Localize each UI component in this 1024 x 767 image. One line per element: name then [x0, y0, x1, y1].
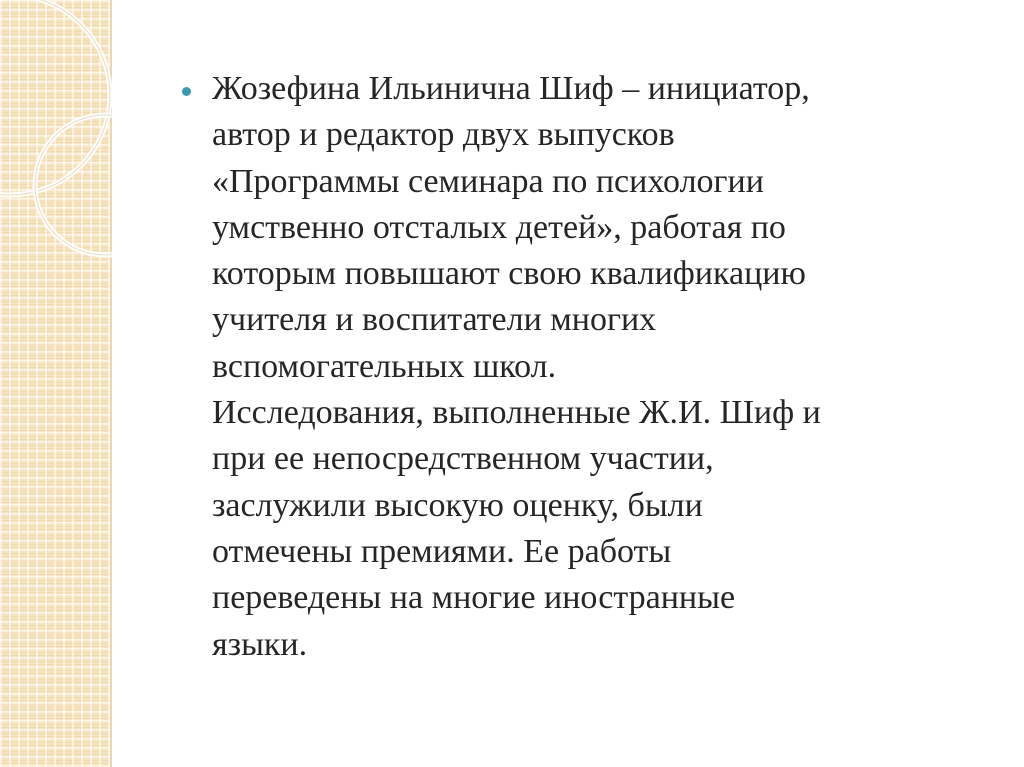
decorative-rings: [0, 0, 112, 260]
bullet-dot-icon: [182, 87, 191, 96]
bullet-text: Жозефина Ильинична Шиф – инициатор, автор и редактор двух выпусков «Программы семинара по психологии умственно отсталых детей», работая по которым повышают свою квалификацию учителя и воспитатели многих вспомогательных школ. Исследования, выполненные Ж.И. Шиф и при ее непосредственном участии, заслужили высокую оценку, были отмечены премиями. Ее работы переведены на многие иностранные языки.: [212, 70, 821, 663]
slide-content: [180, 66, 990, 668]
bullet-item: [180, 66, 990, 668]
